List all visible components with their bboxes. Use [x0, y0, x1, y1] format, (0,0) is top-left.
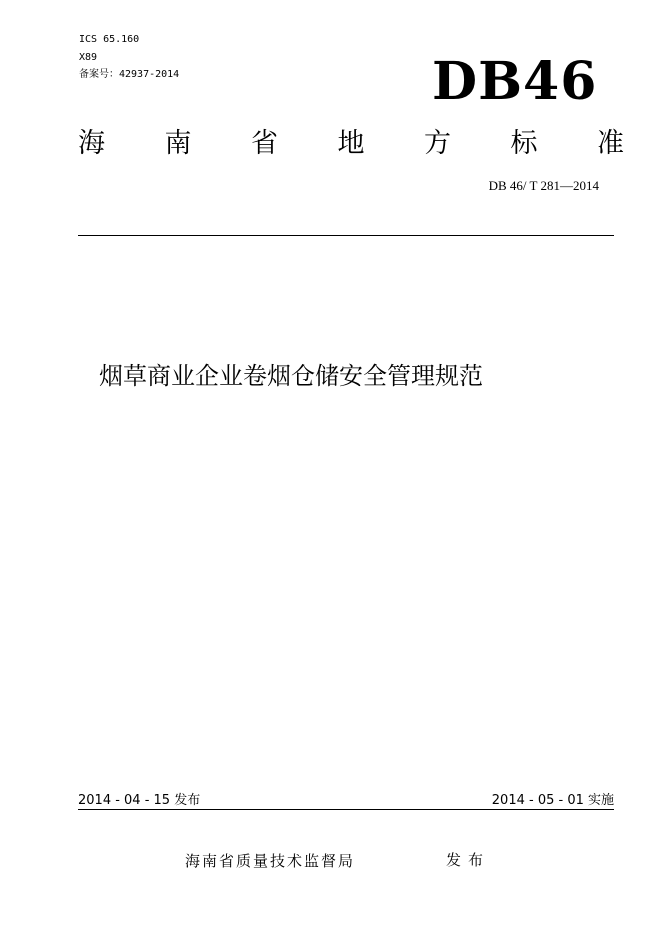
ccs-code: X89: [79, 52, 98, 63]
issuing-authority: 海南省质量技术监督局: [185, 852, 356, 870]
implement-date: 2014 - 05 - 01 实施: [491, 793, 614, 808]
standard-type-char: 方: [424, 128, 451, 159]
header-divider: [78, 235, 614, 236]
release-date: 2014 - 04 - 15 发布: [78, 793, 201, 808]
standard-logo: DB46: [432, 51, 598, 112]
standard-type-heading: [78, 126, 624, 162]
record-number: 备案号：42937-2014: [79, 69, 180, 80]
ics-code: ICS 65.160: [79, 34, 140, 45]
issue-label: 发布: [446, 851, 491, 869]
standard-type-char: 海: [78, 128, 105, 159]
standard-type-char: 省: [251, 128, 278, 159]
document-title: 烟草商业企业卷烟仓储安全管理规范: [99, 362, 483, 390]
footer-divider: [78, 809, 614, 810]
standard-number: DB 46/ T 281—2014: [488, 178, 599, 193]
standard-type-char: 地: [337, 128, 365, 159]
standard-type-char: 标: [510, 128, 538, 159]
date-row: [78, 792, 614, 810]
standard-type-char: 准: [597, 128, 624, 159]
standard-type-char: 南: [164, 128, 192, 159]
